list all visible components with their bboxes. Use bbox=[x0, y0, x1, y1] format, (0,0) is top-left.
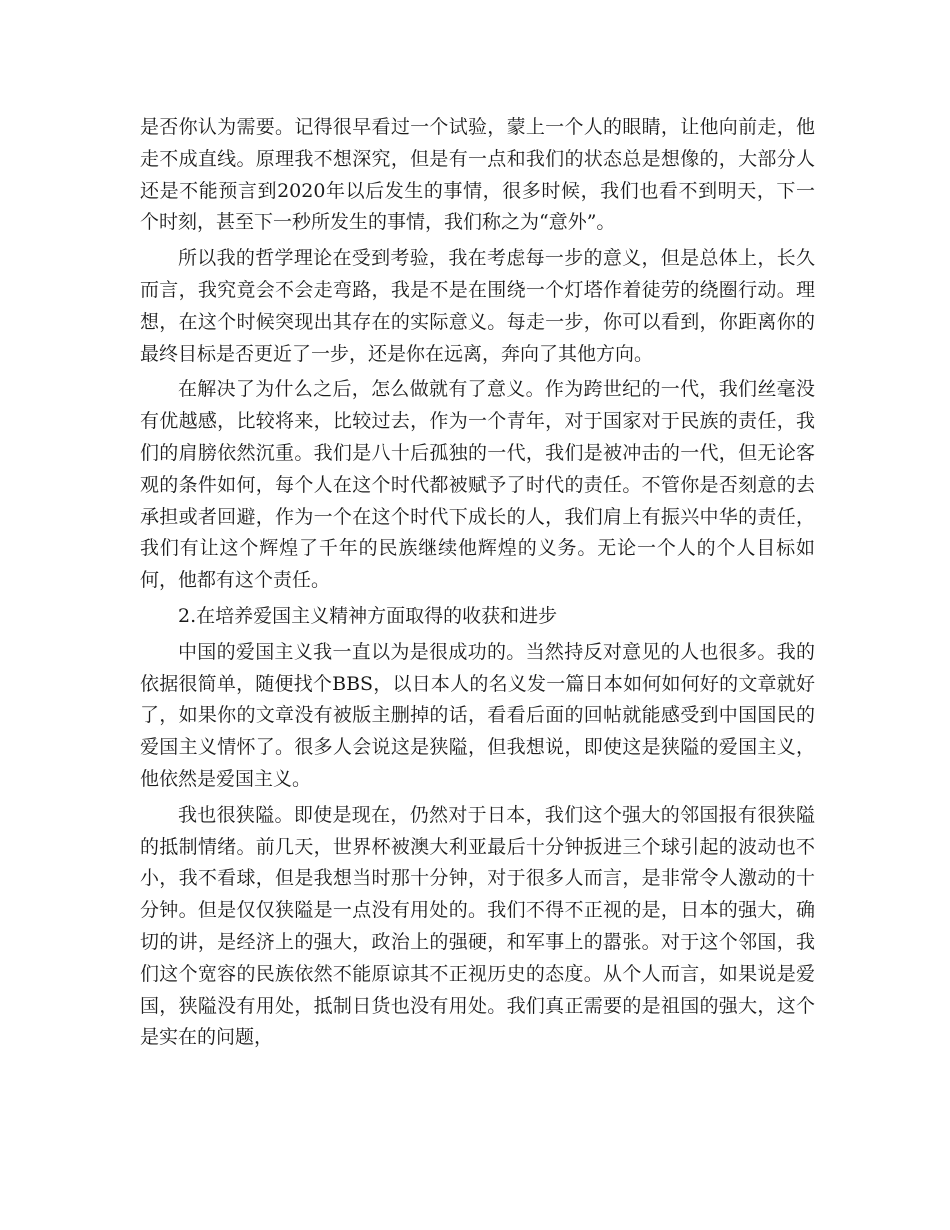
paragraph-continuation: 是否你认为需要。记得很早看过一个试验，蒙上一个人的眼睛，让他向前走，他走不成直线。原理我不想深究，但是有一点和我们的状态总是想像的，大部分人还是不能预言到2020年以后发生的事情，很多时候，我们也看不到明天，下一个时刻，甚至下一秒所发生的事情，我们称之为“意外”。 bbox=[140, 116, 815, 234]
document-page bbox=[140, 112, 815, 1054]
paragraph-patriotism: 中国的爱国主义我一直以为是很成功的。当然持反对意见的人也很多。我的依据很简单，随便找个BBS，以日本人的名义发一篇日本如何如何好的文章就好了，如果你的文章没有被版主删掉的话，看看后面的回帖就能感受到中国国民的爱国主义情怀了。很多人会说这是狭隘，但我想说，即使这是狭隘的爱国主义，他依然是爱国主义。 bbox=[140, 640, 815, 790]
paragraph-narrow-mindedness: 我也很狭隘。即使是现在，仍然对于日本，我们这个强大的邻国报有很狭隘的抵制情绪。前几天，世界杯被澳大利亚最后十分钟扳进三个球引起的波动也不小，我不看球，但是我想当时那十分钟，对于很多人而言，是非常令人激动的十分钟。但是仅仅狭隘是一点没有用处的。我们不得不正视的是，日本的强大，确切的讲，是经济上的强大，政治上的强硬，和军事上的嚣张。对于这个邻国，我们这个宽容的民族依然不能原谅其不正视历史的态度。从个人而言，如果说是爱国，狭隘没有用处，抵制日货也没有用处。我们真正需要的是祖国的强大，这个是实在的问题， bbox=[140, 803, 815, 1049]
paragraph-responsibility: 在解决了为什么之后，怎么做就有了意义。作为跨世纪的一代，我们丝毫没有优越感，比较将来，比较过去，作为一个青年，对于国家对于民族的责任，我们的肩膀依然沉重。我们是八十后孤独的一代，我们是被冲击的一代，但无论客观的条件如何，每个人在这个时代都被赋予了时代的责任。不管你是否刻意的去承担或者回避，作为一个在这个时代下成长的人，我们肩上有振兴中华的责任，我们有让这个辉煌了千年的民族继续他辉煌的义务。无论一个人的个人目标如何，他都有这个责任。 bbox=[140, 378, 815, 592]
section-heading: 2.在培养爱国主义精神方面取得的收获和进步 bbox=[178, 604, 558, 627]
paragraph-philosophy: 所以我的哲学理论在受到考验，我在考虑每一步的意义，但是总体上，长久而言，我究竟会不会走弯路，我是不是在围绕一个灯塔作着徒劳的绕圈行动。理想，在这个时候突现出其存在的实际意义。每走一步，你可以看到，你距离你的最终目标是否更近了一步，还是你在远离，奔向了其他方向。 bbox=[140, 247, 815, 365]
